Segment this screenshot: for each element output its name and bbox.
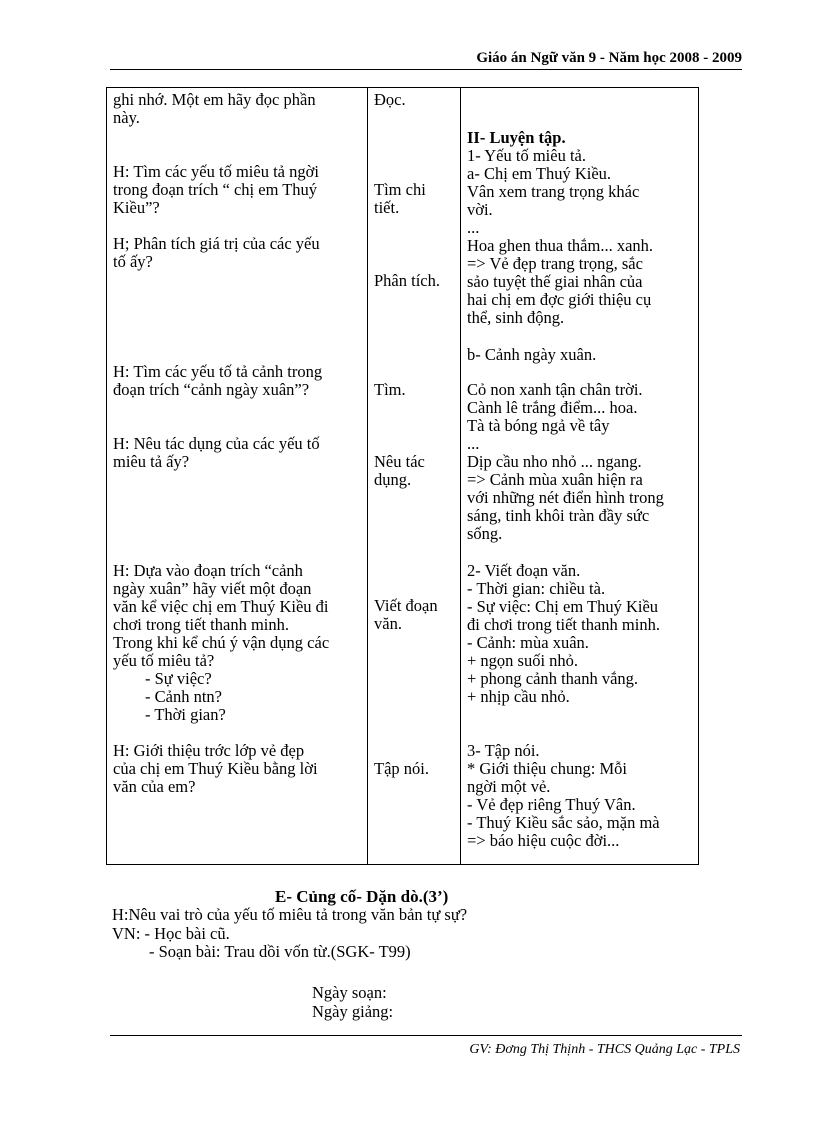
- student-activity-column: [368, 88, 461, 865]
- text-block: ghi nhớ. Một em hãy đọc phần này.: [113, 90, 316, 127]
- date-giang: Ngày giảng:: [312, 1001, 394, 1021]
- text-block: Tập nói.: [374, 759, 429, 778]
- text-block: 1- Yếu tố miêu tả. a- Chị em Thuý Kiều. Vân xem trang trọng khác vời. ... Hoa ghen thua thắm... xanh. => Vẻ đẹp trang trọng, sắc sảo tuyệt thế giai nhân của hai chị em đợc giới thiệu cụ thể, sinh động.: [467, 146, 654, 327]
- section-heading: II- Luyện tập.: [467, 128, 566, 147]
- date-soan: Ngày soạn:: [312, 983, 387, 1002]
- text-block: H: Tìm các yếu tố miêu tả ngời trong đoạn trích “ chị em Thuý Kiều”?: [113, 162, 319, 217]
- dates-block: [312, 984, 393, 1021]
- text-block: 2- Viết đoạn văn. - Thời gian: chiều tà. - Sự việc: Chị em Thuý Kiều đi chơi trong tiết thanh minh. - Cảnh: mùa xuân. + ngọn suối nhỏ. + phong cảnh thanh vắng. + nhịp cầu nhỏ.: [467, 561, 660, 706]
- text-block: H: Nêu tác dụng của các yếu tố miêu tả ấy?: [113, 434, 320, 471]
- footer-rule: [110, 1035, 742, 1036]
- page-footer: GV: Đơng Thị Thịnh - THCS Quảng Lạc - TPLS: [469, 1042, 740, 1057]
- text-block: Viết đoạn văn.: [374, 596, 438, 633]
- content-column: [461, 88, 699, 865]
- text-block: Nêu tác dụng.: [374, 452, 425, 489]
- teacher-activity-column: [107, 88, 368, 865]
- text-block: Đọc.: [374, 90, 406, 109]
- section-body: H:Nêu vai trò của yếu tố miêu tả trong văn bản tự sự? VN: - Học bài cũ. - Soạn bài: Trau dồi vốn từ.(SGK- T99): [112, 905, 468, 961]
- text-block: Phân tích.: [374, 271, 440, 290]
- table-row: [107, 88, 699, 865]
- text-block: Cỏ non xanh tận chân trời. Cành lê trắng điểm... hoa. Tà tà bóng ngả về tây ... Dịp cầu nho nhỏ ... ngang. => Cảnh mùa xuân hiện ra với những nét điển hình trong sáng, tinh khôi tràn đầy sức sống.: [467, 380, 664, 543]
- text-block: 3- Tập nói. * Giới thiệu chung: Mỗi ngời một vẻ. - Vẻ đẹp riêng Thuý Vân. - Thuý Kiều sắc sảo, mặn mà => báo hiệu cuộc đời...: [467, 741, 660, 850]
- text-block: Tìm.: [374, 380, 406, 399]
- section-title: E- Củng cố- Dặn dò.(3’): [275, 887, 449, 906]
- text-block: H: Tìm các yếu tố tả cảnh trong đoạn trích “cảnh ngày xuân”?: [113, 362, 323, 399]
- text-block: H: Giới thiệu trớc lớp vẻ đẹp của chị em Thuý Kiều bằng lời văn của em?: [113, 741, 318, 796]
- lesson-table: [106, 87, 699, 865]
- text-block: H; Phân tích giá trị của các yếu tố ấy?: [113, 234, 320, 271]
- text-block: H: Dựa vào đoạn trích “cảnh ngày xuân” hãy viết một đoạn văn kể việc chị em Thuý Kiều đi chơi trong tiết thanh minh. Trong khi kể chú ý vận dụng các yếu tố miêu tả? - Sự việc? - Cảnh ntn? - Thời gian?: [113, 561, 330, 724]
- header-rule: [110, 69, 742, 70]
- text-block: Tìm chi tiết.: [374, 180, 426, 217]
- page-header: Giáo án Ngữ văn 9 - Năm học 2008 - 2009: [476, 50, 742, 66]
- text-block: b- Cảnh ngày xuân.: [467, 345, 597, 364]
